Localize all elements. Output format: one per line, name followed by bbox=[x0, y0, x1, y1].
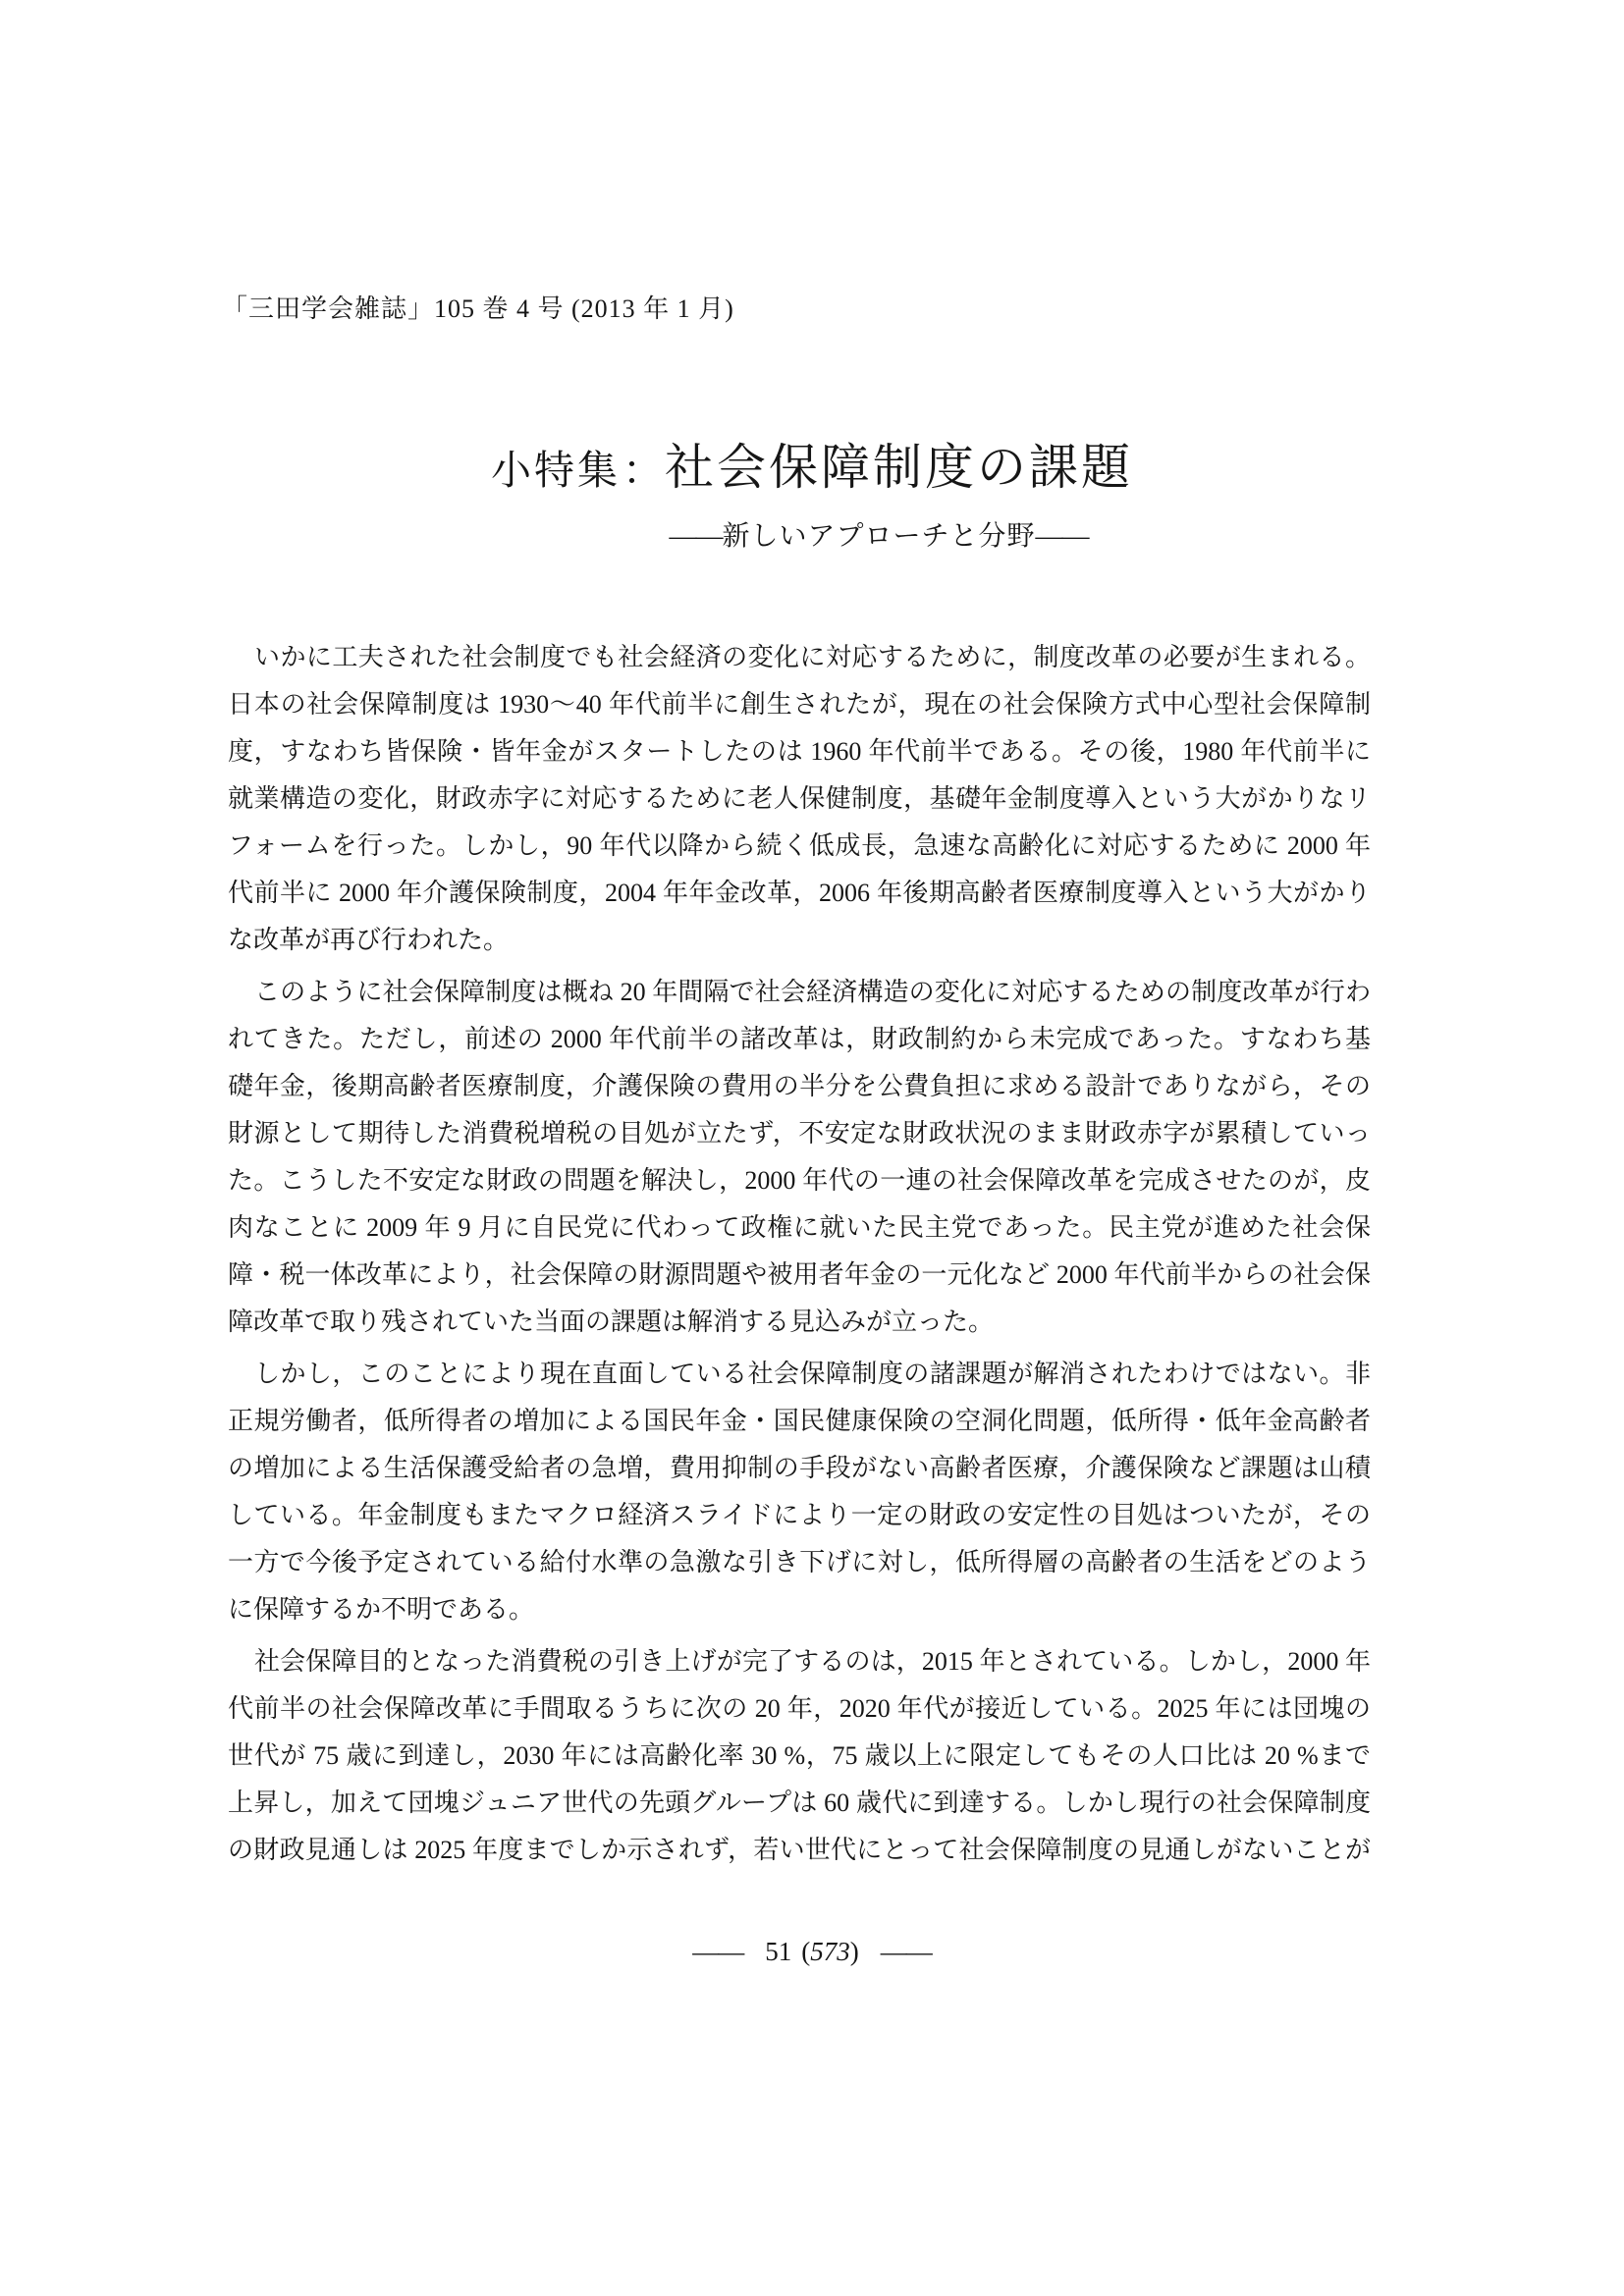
series-page-number: 573 bbox=[810, 1937, 850, 1966]
footer-right-rule: —— bbox=[880, 1937, 932, 1966]
article-body bbox=[228, 634, 1371, 1874]
article-title bbox=[0, 428, 1624, 499]
paragraph bbox=[228, 1638, 1371, 1874]
paragraph bbox=[228, 1351, 1371, 1633]
text-line: このように社会保障制度は概ね 20 年間隔で社会経済構造の変化に対応するための制度改革が行わ bbox=[254, 978, 1371, 1006]
text-line: 代前半の社会保障改革に手間取るうちに次の 20 年，2020 年代が接近している。2025 年には団塊の bbox=[228, 1694, 1371, 1723]
text-line: 代前半に 2000 年介護保険制度，2004 年年金改革，2006 年後期高齢者医療制度導入という大がかり bbox=[228, 879, 1371, 907]
title-main: 社会保障制度の課題 bbox=[665, 440, 1133, 495]
text-line: 正規労働者，低所得者の増加による国民年金・国民健康保険の空洞化問題，低所得・低年金高齢者 bbox=[228, 1407, 1371, 1435]
article-subtitle-text bbox=[669, 521, 1088, 552]
text-line: 社会保障目的となった消費税の引き上げが完了するのは，2015 年とされている。しかし，2000 年 bbox=[254, 1647, 1371, 1676]
text-line: 世代が 75 歳に到達し，2030 年には高齢化率 30 %，75 歳以上に限定してもその人口比は 20 %まで bbox=[228, 1741, 1371, 1770]
text-line: 上昇し，加えて団塊ジュニア世代の先頭グループは 60 歳代に到達する。しかし現行の社会保障制度 bbox=[228, 1789, 1371, 1817]
text-line: 礎年金，後期高齢者医療制度，介護保険の費用の半分を公費負担に求める設計でありながら，その bbox=[228, 1072, 1371, 1100]
text-line: の増加による生活保護受給者の急増，費用抑制の手段がない高齢者医療，介護保険など課題は山積 bbox=[228, 1454, 1371, 1482]
text-line: 日本の社会保障制度は 1930〜40 年代前半に創生されたが，現在の社会保険方式中心型社会保障制 bbox=[228, 690, 1371, 719]
text-line: 財源として期待した消費税増税の目処が立たず，不安定な財政状況のまま財政赤字が累積していっ bbox=[228, 1119, 1371, 1148]
subtitle-label: 新しいアプローチと分野 bbox=[722, 521, 1036, 552]
article-subtitle bbox=[0, 514, 1624, 554]
text-line: 肉なことに 2009 年 9 月に自民党に代わって政権に就いた民主党であった。民主党が進めた社会保 bbox=[228, 1213, 1371, 1242]
journal-issue-header: 「三田学会雑誌」105 巻 4 号 (2013 年 1 月) bbox=[222, 294, 734, 323]
page-number: 51 bbox=[765, 1937, 792, 1966]
text-line: しかし，このことにより現在直面している社会保障制度の諸課題が解消されたわけではない。非 bbox=[254, 1360, 1371, 1388]
page-footer bbox=[0, 1937, 1624, 1967]
title-prefix: 小特集 bbox=[491, 448, 621, 493]
paragraph bbox=[228, 634, 1371, 964]
text-line: に保障するか不明である。 bbox=[228, 1595, 535, 1624]
text-line: 度，すなわち皆保険・皆年金がスタートしたのは 1960 年代前半である。その後，1980 年代前半に bbox=[228, 737, 1371, 766]
paragraph bbox=[228, 969, 1371, 1346]
footer-open-paren: ( bbox=[801, 1937, 811, 1966]
subtitle-right-dash: —— bbox=[1035, 521, 1089, 552]
footer-close-paren: ) bbox=[849, 1937, 859, 1966]
subtitle-left-dash: —— bbox=[669, 521, 723, 552]
title-colon: ： bbox=[623, 448, 663, 493]
footer-left-rule: —— bbox=[692, 1937, 744, 1966]
text-line: している。年金制度もまたマクロ経済スライドにより一定の財政の安定性の目処はついたが，その bbox=[228, 1501, 1371, 1529]
text-line: 就業構造の変化，財政赤字に対応するために老人保健制度，基礎年金制度導入という大がかりなリ bbox=[228, 784, 1371, 813]
text-line: 障改革で取り残されていた当面の課題は解消する見込みが立った。 bbox=[228, 1308, 995, 1336]
text-line: フォームを行った。しかし，90 年代以降から続く低成長，急速な高齢化に対応するために 2000 年 bbox=[228, 831, 1371, 860]
text-line: た。こうした不安定な財政の問題を解決し，2000 年代の一連の社会保障改革を完成させたのが，皮 bbox=[228, 1166, 1371, 1195]
text-line: いかに工夫された社会制度でも社会経済の変化に対応するために，制度改革の必要が生まれる。 bbox=[254, 643, 1371, 671]
text-line: れてきた。ただし，前述の 2000 年代前半の諸改革は，財政制約から未完成であった。すなわち基 bbox=[228, 1025, 1371, 1053]
text-line: 障・税一体改革により，社会保障の財源問題や被用者年金の一元化など 2000 年代前半からの社会保 bbox=[228, 1260, 1371, 1289]
text-line: の財政見通しは 2025 年度までしか示されず，若い世代にとって社会保障制度の見通しがないことが bbox=[228, 1836, 1371, 1864]
text-line: 一方で今後予定されている給付水準の急激な引き下げに対し，低所得層の高齢者の生活をどのよう bbox=[228, 1548, 1371, 1576]
text-line: な改革が再び行われた。 bbox=[228, 926, 510, 954]
